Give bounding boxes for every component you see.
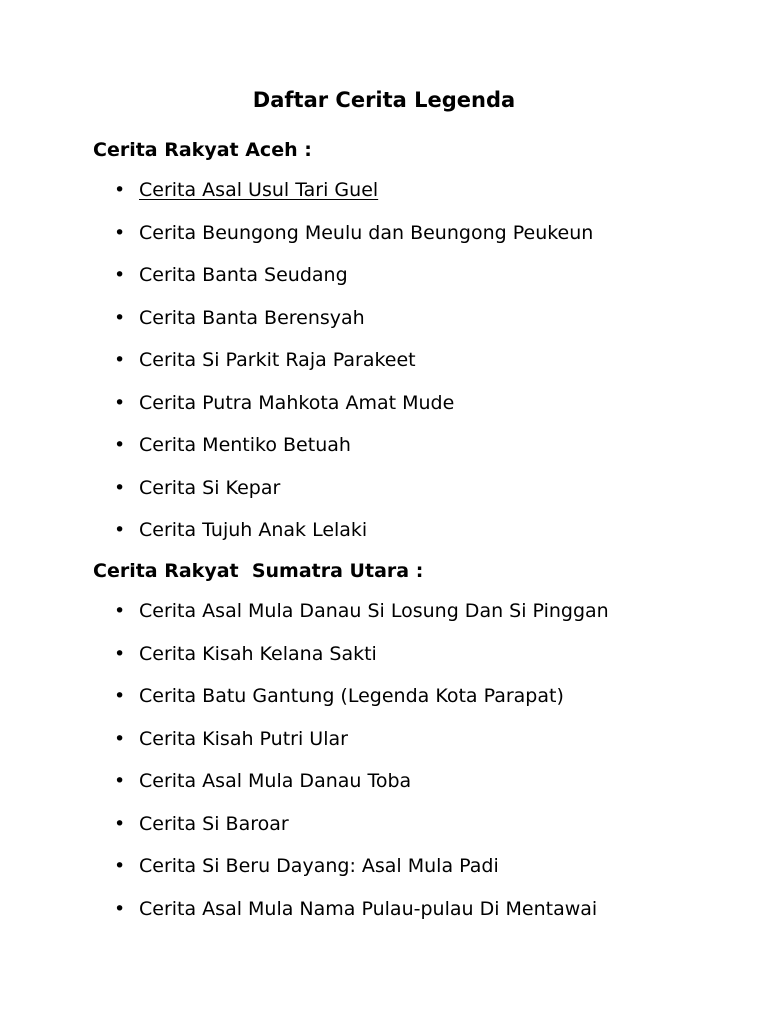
list-item (0, 475, 281, 518)
story-label: Cerita Si Beru Dayang: Asal Mula Padi (139, 855, 499, 877)
list-item (0, 811, 289, 854)
bullet-icon: • (114, 812, 126, 835)
list-item (0, 517, 368, 560)
list-item (0, 262, 348, 305)
list-item (0, 432, 351, 475)
bullet-icon: • (114, 179, 126, 201)
list-item (0, 347, 416, 390)
list-item[interactable] (0, 177, 379, 220)
list-item (0, 390, 455, 433)
story-label: Cerita Kisah Kelana Sakti (139, 642, 377, 665)
list-item (0, 896, 598, 939)
list-item (0, 726, 348, 769)
story-list-sumatra-utara (0, 598, 609, 938)
bullet-icon: • (114, 349, 126, 371)
list-item (0, 641, 377, 684)
story-label: Cerita Putra Mahkota Amat Mude (139, 391, 455, 414)
story-label: Cerita Asal Mula Danau Si Losung Dan Si Pinggan (139, 600, 609, 622)
bullet-icon: • (114, 855, 126, 877)
bullet-icon: • (114, 685, 126, 707)
bullet-icon: • (114, 642, 126, 665)
bullet-icon: • (114, 519, 126, 541)
list-item (0, 683, 564, 726)
bullet-icon: • (114, 897, 126, 920)
story-label: Cerita Asal Mula Nama Pulau-pulau Di Mentawai (139, 897, 598, 920)
section-heading-sumatra-utara: Cerita Rakyat Sumatra Utara : (93, 560, 424, 582)
story-link[interactable]: Cerita Asal Usul Tari Guel (139, 179, 379, 201)
story-label: Cerita Kisah Putri Ular (139, 727, 348, 750)
list-item (0, 768, 412, 811)
bullet-icon: • (114, 221, 126, 244)
section-heading-aceh: Cerita Rakyat Aceh : (93, 139, 312, 161)
list-item (0, 598, 609, 641)
story-label: Cerita Batu Gantung (Legenda Kota Parapat) (139, 685, 564, 707)
bullet-icon: • (114, 600, 126, 622)
story-label: Cerita Beungong Meulu dan Beungong Peukeun (139, 221, 594, 244)
story-label: Cerita Si Kepar (139, 476, 281, 499)
story-label: Cerita Asal Mula Danau Toba (139, 770, 412, 792)
story-list-aceh (0, 177, 594, 560)
story-label: Cerita Mentiko Betuah (139, 434, 351, 456)
bullet-icon: • (114, 770, 126, 792)
bullet-icon: • (114, 391, 126, 414)
bullet-icon: • (114, 434, 126, 456)
story-label: Cerita Banta Seudang (139, 264, 348, 286)
bullet-icon: • (114, 306, 126, 329)
story-label: Cerita Si Parkit Raja Parakeet (139, 349, 416, 371)
bullet-icon: • (114, 264, 126, 286)
story-label: Cerita Si Baroar (139, 812, 289, 835)
story-label: Cerita Banta Berensyah (139, 306, 365, 329)
bullet-icon: • (114, 727, 126, 750)
list-item (0, 220, 594, 263)
story-label: Cerita Tujuh Anak Lelaki (139, 519, 368, 541)
bullet-icon: • (114, 476, 126, 499)
list-item (0, 305, 365, 348)
list-item (0, 853, 499, 896)
document-title: Daftar Cerita Legenda (252, 88, 516, 112)
